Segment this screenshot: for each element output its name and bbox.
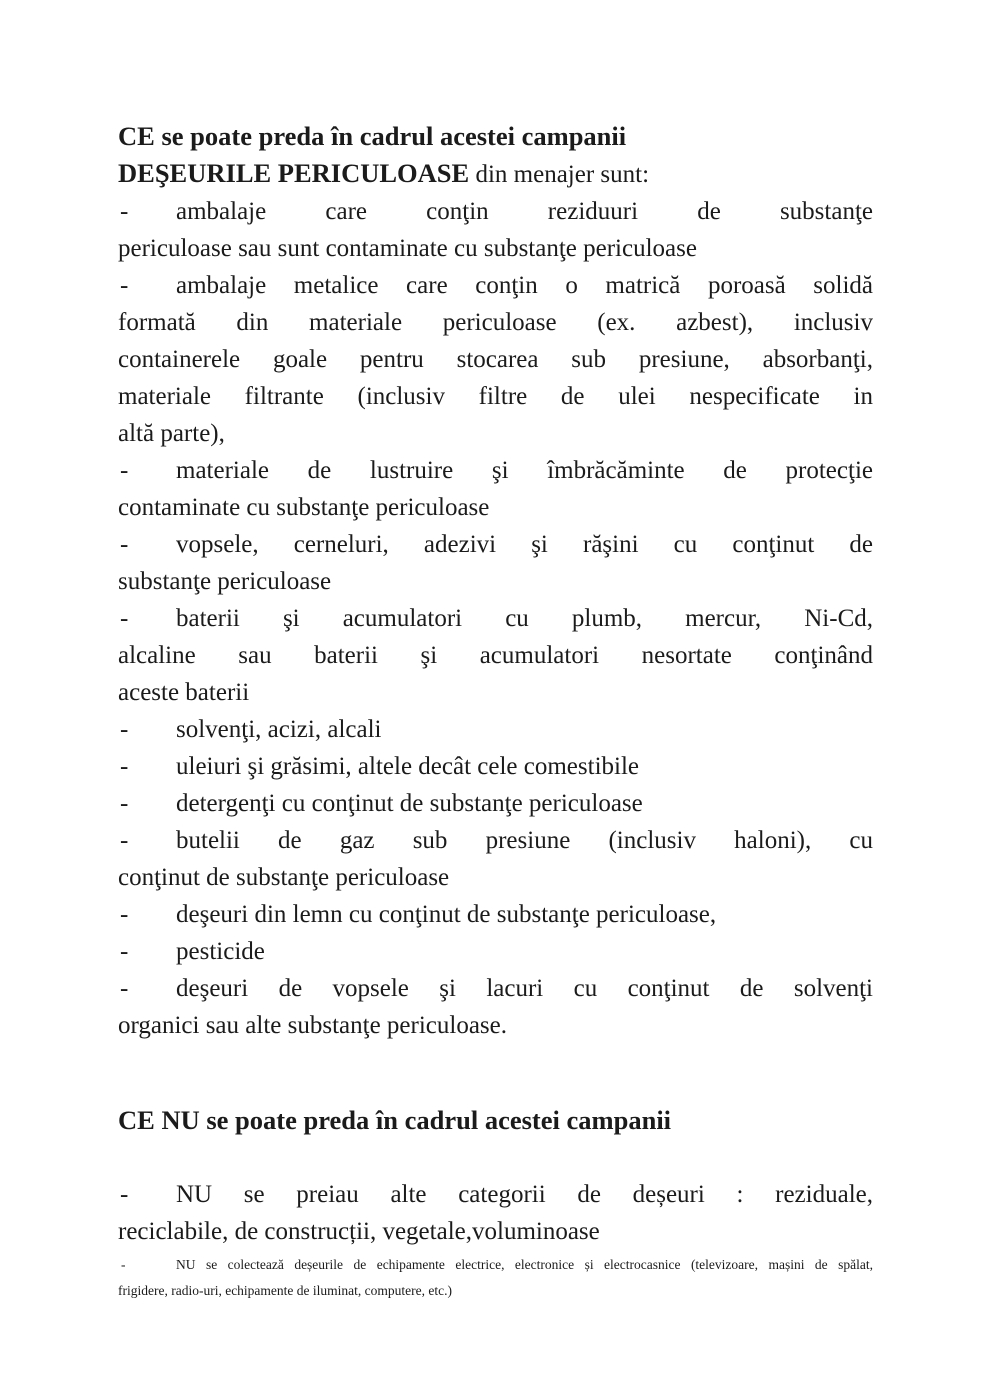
- bullet-dash: -: [120, 975, 129, 1002]
- list-item: [118, 711, 873, 748]
- list-item-line: reciclabile, de construcții, vegetale,voluminoase: [118, 1218, 600, 1245]
- subheading-hazardous-waste: [118, 155, 873, 193]
- list-item: [118, 785, 873, 822]
- list-item-line: butelii de gaz sub presiune (inclusiv haloni), cu: [176, 827, 873, 854]
- subheading-regular-part: din menajer sunt:: [469, 161, 650, 188]
- footnote-list: [118, 1252, 873, 1304]
- list-item-line: pesticide: [176, 938, 265, 965]
- list-item: [118, 267, 873, 452]
- list-item-line: alcaline sau baterii şi acumulatori nesortate conţinând: [118, 642, 873, 669]
- list-item-line: uleiuri şi grăsimi, altele decât cele comestibile: [176, 753, 640, 780]
- list-item-line: ambalaje care conţin reziduuri de substanţe: [176, 198, 873, 225]
- bullet-dash: -: [120, 457, 129, 484]
- list-item-line: formată din materiale periculoase (ex. azbest), inclusiv: [118, 309, 873, 336]
- list-item: [118, 933, 873, 970]
- bullet-dash: -: [120, 198, 129, 225]
- list-item-line: frigidere, radio-uri, echipamente de iluminat, computere, etc.): [118, 1283, 452, 1298]
- bullet-dash: -: [121, 1257, 126, 1272]
- bullet-dash: -: [120, 1181, 129, 1208]
- section-heading-what-cannot-be-handed-in: CE NU se poate preda în cadrul acestei campanii: [118, 1105, 672, 1135]
- bullet-dash: -: [120, 531, 129, 558]
- list-item-line: NU se preiau alte categorii de deșeuri : reziduale,: [176, 1181, 873, 1208]
- list-item-line: conţinut de substanţe periculoase: [118, 864, 450, 891]
- list-item: [118, 1252, 873, 1304]
- subheading-bold-part: DEŞEURILE PERICULOASE: [118, 158, 470, 188]
- list-item-line: baterii şi acumulatori cu plumb, mercur, Ni-Cd,: [176, 605, 873, 632]
- list-item-line: materiale de lustruire şi îmbrăcăminte de protecţie: [176, 457, 873, 484]
- list-item-line: detergenţi cu conţinut de substanţe periculoase: [176, 790, 643, 817]
- list-item: [118, 526, 873, 600]
- not-accepted-list: [118, 1176, 873, 1250]
- list-item-line: deşeuri de vopsele şi lacuri cu conţinut de solvenţi: [176, 975, 873, 1002]
- bullet-dash: -: [120, 605, 129, 632]
- list-item-line: substanţe periculoase: [118, 568, 332, 595]
- bullet-dash: -: [120, 901, 129, 928]
- list-item: [118, 748, 873, 785]
- list-item-line: organici sau alte substanţe periculoase.: [118, 1012, 507, 1039]
- bullet-dash: -: [120, 827, 129, 854]
- list-item-line: altă parte),: [118, 420, 225, 447]
- list-item-line: solvenţi, acizi, alcali: [176, 716, 382, 743]
- list-item-line: ambalaje metalice care conţin o matrică poroasă solidă: [176, 272, 873, 299]
- list-item: [118, 600, 873, 711]
- list-item-line: NU se colectează deșeurile de echipamente electrice, electronice și electrocasnice (televizoare, mașini de spălat,: [176, 1257, 873, 1272]
- list-item-line: periculoase sau sunt contaminate cu substanţe periculoase: [118, 235, 697, 262]
- list-item-line: contaminate cu substanţe periculoase: [118, 494, 490, 521]
- list-item-line: containerele goale pentru stocarea sub presiune, absorbanţi,: [118, 346, 873, 373]
- bullet-dash: -: [120, 790, 129, 817]
- bullet-dash: -: [120, 272, 129, 299]
- hazardous-waste-list: [118, 193, 873, 1044]
- list-item: [118, 896, 873, 933]
- list-item-line: aceste baterii: [118, 679, 250, 706]
- bullet-dash: -: [120, 753, 129, 780]
- list-item: [118, 193, 873, 267]
- document-page: [118, 0, 873, 1304]
- list-item: [118, 970, 873, 1044]
- list-item: [118, 1176, 873, 1250]
- section-heading-what-can-be-handed-in: CE se poate preda în cadrul acestei campanii: [118, 121, 627, 151]
- list-item: [118, 822, 873, 896]
- list-item-line: vopsele, cerneluri, adezivi şi răşini cu conţinut de: [176, 531, 873, 558]
- bullet-dash: -: [120, 716, 129, 743]
- list-item-line: deşeuri din lemn cu conţinut de substanţe periculoase,: [176, 901, 717, 928]
- list-item-line: materiale filtrante (inclusiv filtre de ulei nespecificate in: [118, 383, 873, 410]
- bullet-dash: -: [120, 938, 129, 965]
- list-item: [118, 452, 873, 526]
